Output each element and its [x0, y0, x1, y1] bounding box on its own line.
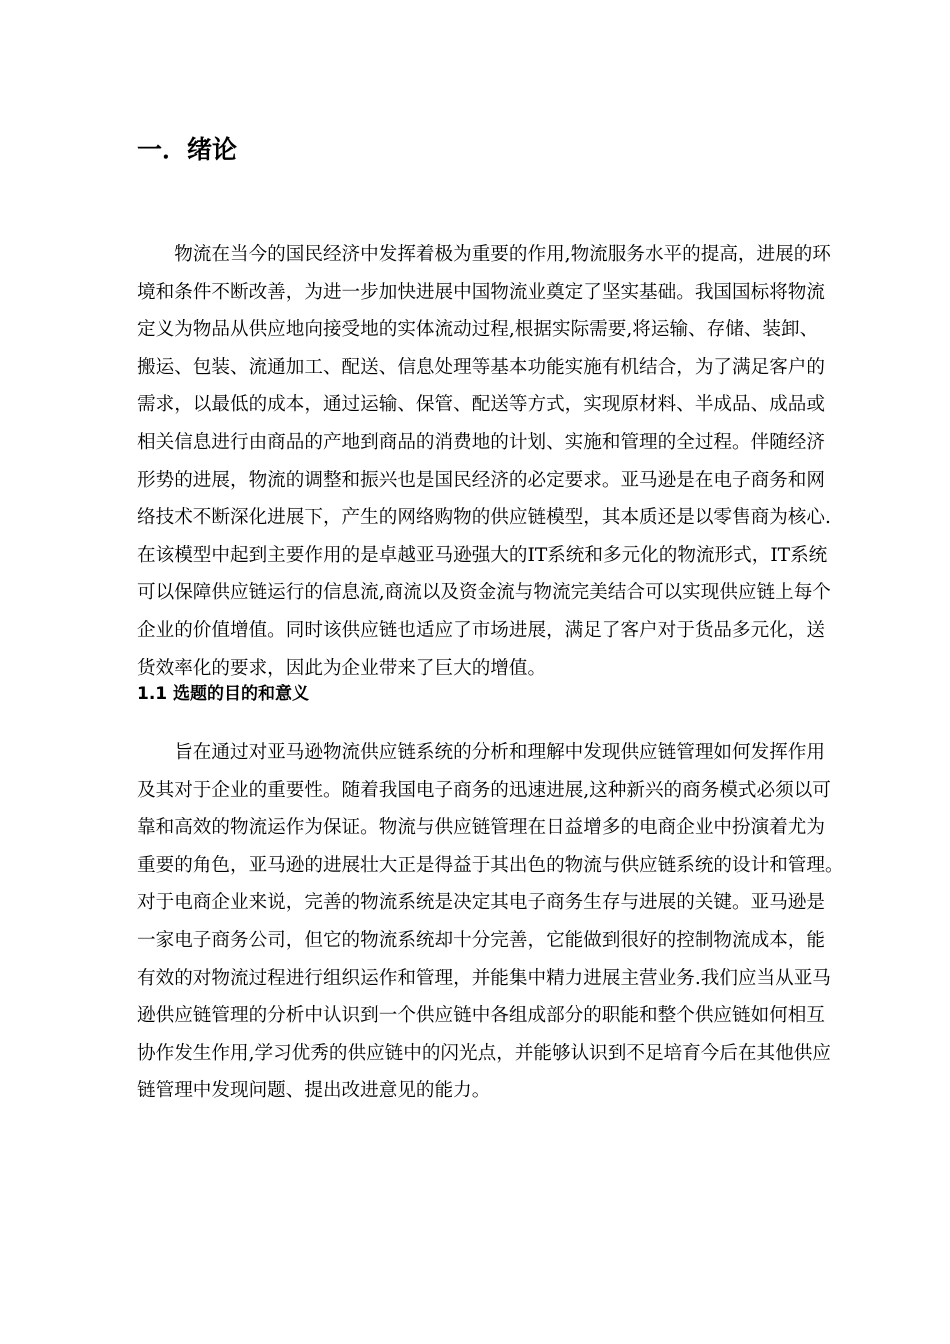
paragraph-line: 络技术不断深化进展下，产生的网络购物的供应链模型，其本质还是以零售商为核心.	[137, 507, 831, 529]
paragraph-line: 可以保障供应链运行的信息流,商流以及资金流与物流完美结合可以实现供应链上每个	[137, 582, 831, 604]
paragraph-line: 搬运、包装、流通加工、配送、信息处理等基本功能实施有机结合，为了满足客户的	[137, 356, 825, 378]
intro-paragraph	[137, 236, 831, 687]
paragraph-line: 形势的进展，物流的调整和振兴也是国民经济的必定要求。亚马逊是在电子商务和网	[137, 469, 825, 491]
paragraph-line: 对于电商企业来说，完善的物流系统是决定其电子商务生存与进展的关键。亚马逊是	[137, 892, 825, 914]
paragraph-line: 逊供应链管理的分析中认识到一个供应链中各组成部分的职能和整个供应链如何相互	[137, 1005, 825, 1027]
paragraph-line: 有效的对物流过程进行组织运作和管理，并能集中精力进展主营业务.我们应当从亚马	[137, 967, 831, 989]
paragraph-line: 靠和高效的物流运作为保证。物流与供应链管理在日益增多的电商企业中扮演着尤为	[137, 817, 825, 839]
paragraph-line: 境和条件不断改善，为进一步加快进展中国物流业奠定了坚实基础。我国国标将物流	[137, 281, 825, 303]
section-title: 1.1 选题的目的和意义	[137, 684, 310, 704]
paragraph-line: 企业的价值增值。同时该供应链也适应了市场进展，满足了客户对于货品多元化，送	[137, 619, 825, 641]
chapter-title: 一．绪论	[137, 135, 238, 164]
paragraph-line: 旨在通过对亚马逊物流供应链系统的分析和理解中发现供应链管理如何发挥作用	[137, 742, 825, 763]
paragraph-line: 需求，以最低的成本，通过运输、保管、配送等方式，实现原材料、半成品、成品或	[137, 394, 825, 416]
paragraph-line: 定义为物品从供应地向接受地的实体流动过程,根据实际需要,将运输、存储、装卸、	[137, 319, 819, 341]
section-paragraph	[137, 734, 844, 1110]
paragraph-line: 相关信息进行由商品的产地到商品的消费地的计划、实施和管理的全过程。伴随经济	[137, 431, 825, 453]
paragraph-line: 一家电子商务公司，但它的物流系统却十分完善，它能做到很好的控制物流成本，能	[137, 929, 825, 951]
paragraph-line: 重要的角色，亚马逊的进展壮大正是得益于其出色的物流与供应链系统的设计和管理。	[137, 854, 844, 876]
paragraph-line: 及其对于企业的重要性。随着我国电子商务的迅速进展,这种新兴的商务模式必须以可	[137, 779, 831, 801]
paragraph-line: 在该模型中起到主要作用的是卓越亚马逊强大的IT系统和多元化的物流形式，IT系统	[137, 544, 828, 566]
paragraph-line: 物流在当今的国民经济中发挥着极为重要的作用,物流服务水平的提高，进展的环	[137, 244, 831, 265]
paragraph-line: 链管理中发现问题、提出改进意见的能力。	[137, 1080, 491, 1102]
paragraph-line: 货效率化的要求，因此为企业带来了巨大的增值。	[137, 657, 547, 679]
paragraph-line: 协作发生作用,学习优秀的供应链中的闪光点，并能够认识到不足培育今后在其他供应	[137, 1042, 831, 1064]
